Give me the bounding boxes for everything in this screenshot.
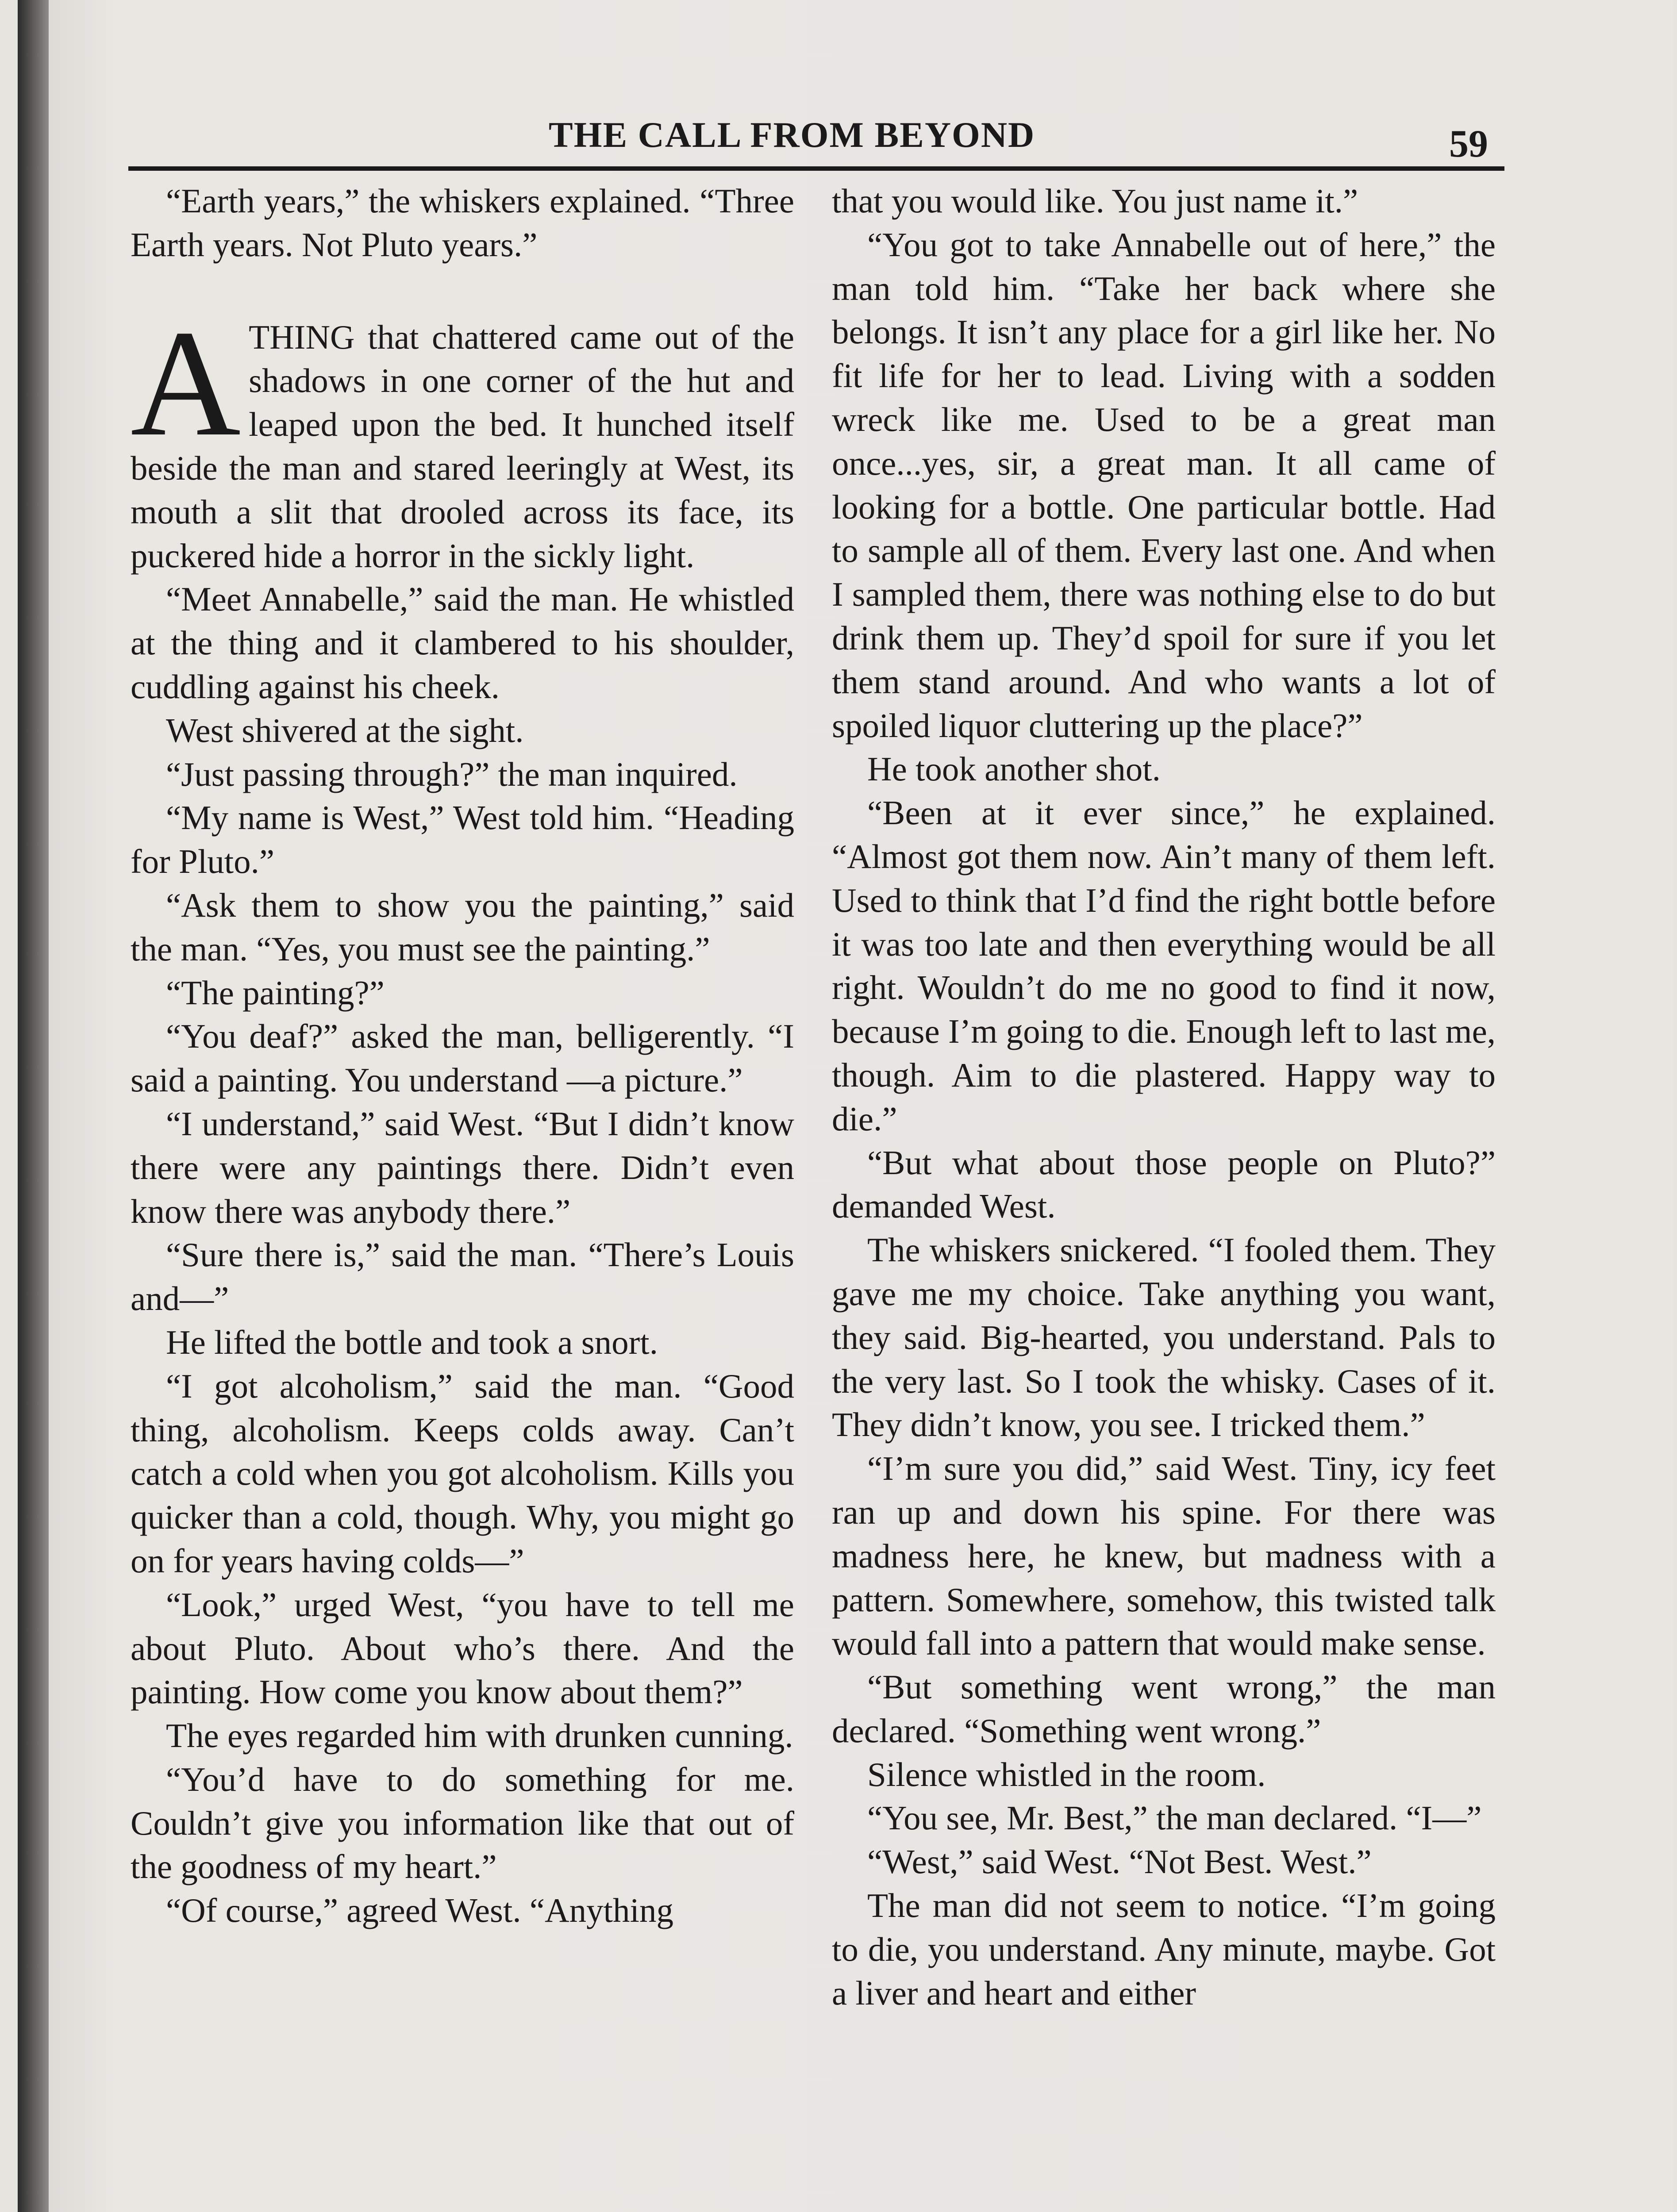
paragraph: “But something went wrong,” the man declared. “Something went wrong.” [832, 1668, 1496, 1750]
page-number: 59 [1449, 123, 1488, 165]
paragraph: “The painting?” [166, 973, 385, 1012]
paragraph: West shivered at the sight. [166, 711, 524, 749]
magazine-page [18, 0, 1673, 2212]
paragraph: that you would like. You just name it.” [832, 182, 1358, 220]
paragraph: Silence whistled in the room. [867, 1755, 1266, 1793]
paragraph: “You see, Mr. Best,” the man declared. “I—” [867, 1799, 1482, 1837]
paragraph: The eyes regarded him with drunken cunning. [166, 1717, 793, 1755]
text-column-left [131, 179, 794, 1932]
paragraph: “Been at it ever since,” he explained. “Almost got them now. Ain’t many of them left. Used to think that I’d find the right bottle before it was too late and then everything would be all right. Wouldn’t do me no good to find it now, because I’m going to die. Enough left to last me, though. Aim to die plastered. Happy way to die.” [832, 794, 1496, 1138]
paragraph: “I understand,” said West. “But I didn’t know there were any paintings there. Didn’t even know there was anybody there.” [131, 1104, 794, 1230]
paragraph: “Just passing through?” the man inquired. [166, 755, 738, 793]
paragraph: The man did not seem to notice. “I’m going to die, you understand. Any minute, maybe. Got a liver and heart and either [832, 1886, 1496, 2012]
paragraph: The whiskers snickered. “I fooled them. They gave me my choice. Take anything you want, they said. Big-hearted, you understand. Pals to the very last. So I took the whisky. Cases of it. They didn’t know, you see. I tricked them.” [832, 1231, 1496, 1444]
paragraph: “Earth years,” the whiskers explained. “Three Earth years. Not Pluto years.” [131, 182, 794, 264]
paragraph: “Look,” urged West, “you have to tell me about Pluto. About who’s there. And the painting. How come you know about them?” [131, 1585, 794, 1711]
drop-cap: A [131, 298, 241, 468]
paragraph: “Meet Annabelle,” said the man. He whistled at the thing and it clambered to his shoulder, cuddling against his cheek. [131, 580, 794, 706]
paragraph: “I got alcoholism,” said the man. “Good thing, alcoholism. Keeps colds away. Can’t catch a cold when you got alcoholism. Kills you quicker than a cold, though. Why, you might go on for years having colds—” [131, 1367, 794, 1580]
paragraph: “My name is West,” West told him. “Heading for Pluto.” [131, 799, 794, 881]
paragraph: “Sure there is,” said the man. “There’s Louis and—” [131, 1236, 794, 1318]
paragraph-text: THING that chattered came out of the shadows in one corner of the hut and leaped upon the bed. It hunched itself beside the man and stared leeringly at West, its mouth a slit that drooled across its face, its puckered hide a horror in the sickly light. [131, 318, 794, 575]
running-header: THE CALL FROM BEYOND [549, 115, 1035, 155]
paragraph: “I’m sure you did,” said West. Tiny, icy feet ran up and down his spine. For there was madness here, he knew, but madness with a pattern. Somewhere, somehow, this twisted talk would fall into a pattern that would make sense. [832, 1449, 1496, 1663]
paragraph: “But what about those people on Pluto?” demanded West. [832, 1143, 1496, 1225]
page-binding-shadow [18, 0, 49, 2212]
paragraph: “You got to take Annabelle out of here,” the man told him. “Take her back where she belongs. It isn’t any place for a girl like her. No fit life for her to lead. Living with a sodden wreck like me. Used to be a great man once...yes, sir, a great man. It all came of looking for a bottle. One particular bottle. Had to sample all of them. Every last one. And when I sampled them, there was nothing else to do but drink them up. They’d spoil for sure if you let them stand around. And who wants a lot of spoiled liquor cluttering up the place?” [832, 225, 1496, 745]
header-rule [128, 166, 1504, 171]
paragraph: “You’d have to do something for me. Couldn’t give you information like that out of the goodness of my heart.” [131, 1760, 794, 1886]
paragraph-dropcap [131, 298, 794, 578]
text-column-right [832, 179, 1496, 2015]
paragraph: “Of course,” agreed West. “Anything [166, 1891, 673, 1930]
paragraph: “You deaf?” asked the man, belligerently. “I said a painting. You understand —a picture.” [131, 1017, 794, 1099]
paragraph: He lifted the bottle and took a snort. [166, 1323, 658, 1361]
paragraph: He took another shot. [867, 750, 1161, 788]
paragraph: “Ask them to show you the painting,” said the man. “Yes, you must see the painting.” [131, 886, 794, 968]
paragraph: “West,” said West. “Not Best. West.” [867, 1843, 1372, 1881]
